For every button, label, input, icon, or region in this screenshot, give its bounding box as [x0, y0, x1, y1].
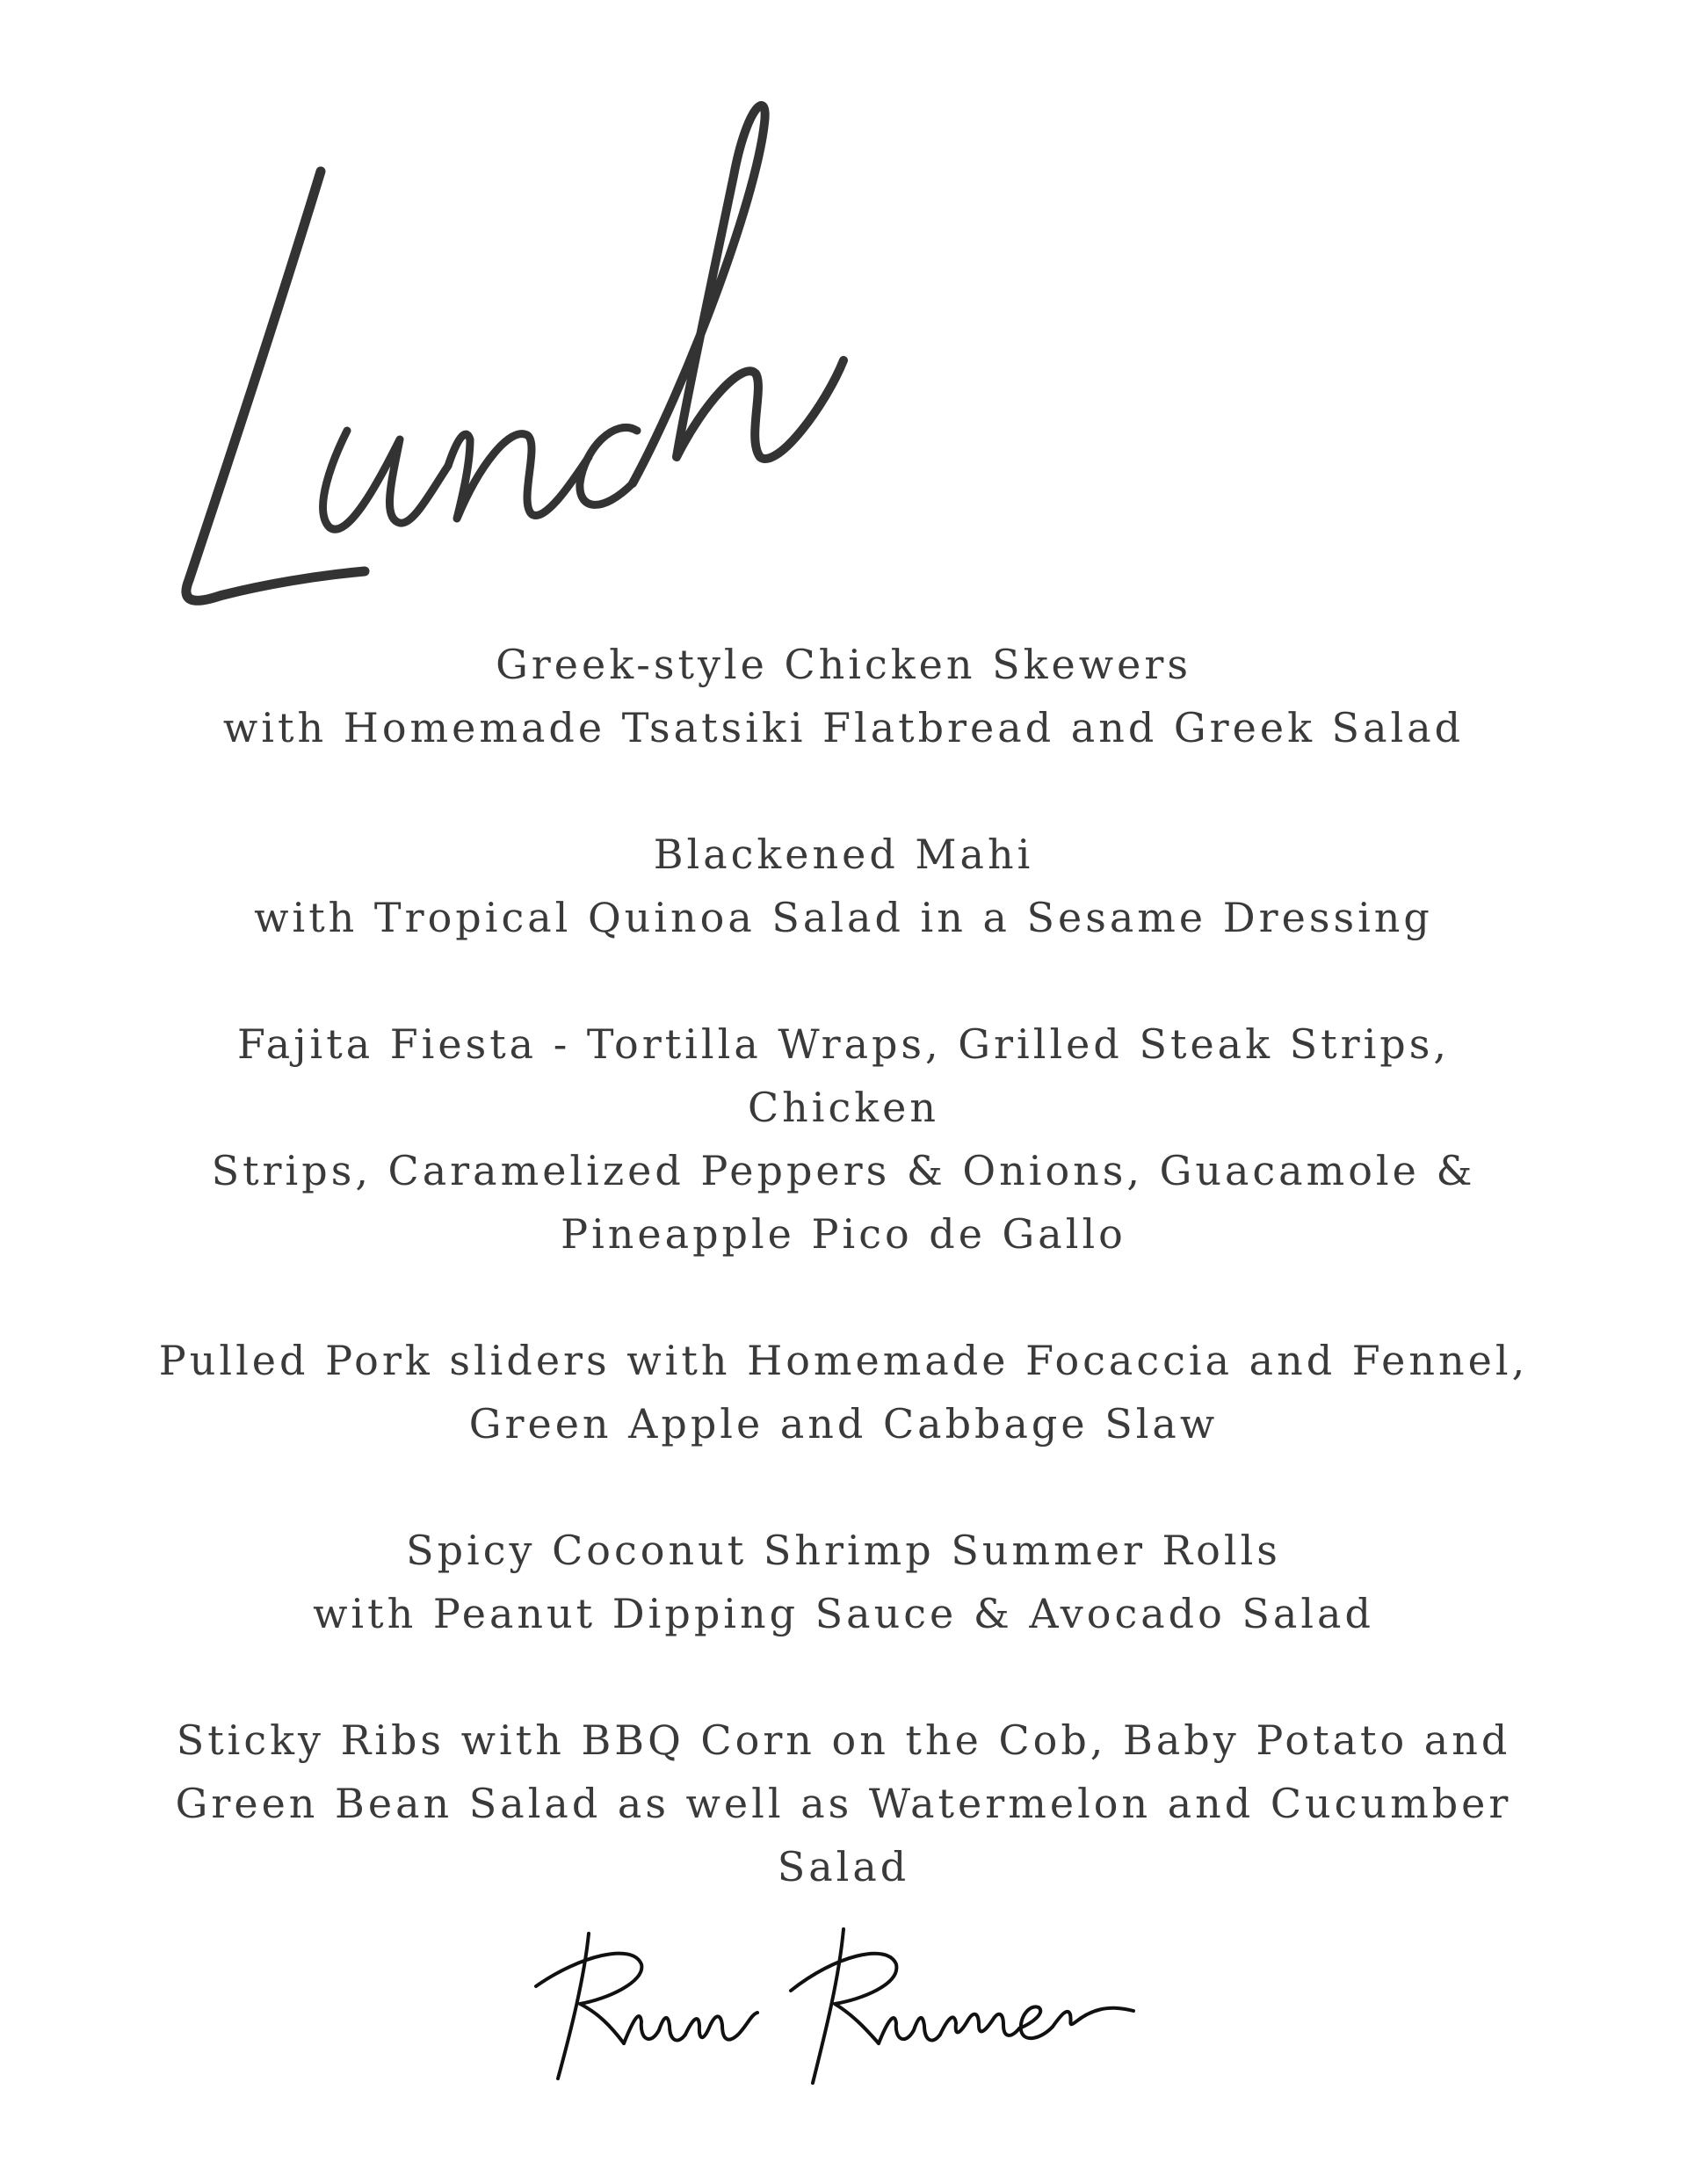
- menu-item-title: Sticky Ribs with BBQ Corn on the Cob, Baby Potato and: [176, 1716, 1511, 1764]
- menu-item-description: Strips, Caramelized Peppers & Onions, Guacamole &: [211, 1147, 1476, 1194]
- menu-item-title: Fajita Fiesta - Tortilla Wraps, Grilled Steak Strips, Chicken: [237, 1020, 1450, 1131]
- menu-item-title: Pulled Pork sliders with Homemade Focaccia and Fennel,: [158, 1337, 1529, 1384]
- menu-item: [141, 823, 1546, 949]
- menu-item: [141, 1519, 1546, 1645]
- menu-item: [141, 1012, 1546, 1266]
- menu-item-title: Blackened Mahi: [653, 831, 1034, 878]
- lunch-script-title-graphic: [158, 70, 931, 615]
- menu-item: [141, 633, 1546, 759]
- rum-runner-signature-graphic: [527, 1916, 1160, 2092]
- lunch-script-title: [158, 70, 931, 615]
- menu-list: [141, 633, 1546, 1962]
- menu-item: [141, 1329, 1546, 1455]
- menu-item-description: with Homemade Tsatsiki Flatbread and Greek Salad: [222, 704, 1465, 751]
- menu-item-description: Green Bean Salad as well as Watermelon and Cucumber Salad: [175, 1780, 1512, 1890]
- menu-item-title: Spicy Coconut Shrimp Summer Rolls: [406, 1527, 1281, 1574]
- menu-item-description: with Peanut Dipping Sauce & Avocado Salad: [313, 1590, 1374, 1637]
- menu-item-description: Pineapple Pico de Gallo: [561, 1210, 1126, 1258]
- menu-item-title: Greek-style Chicken Skewers: [496, 641, 1191, 688]
- menu-item-description: with Tropical Quinoa Salad in a Sesame Dressing: [254, 894, 1433, 941]
- menu-item-description: Green Apple and Cabbage Slaw: [468, 1400, 1219, 1448]
- rum-runner-signature: [527, 1916, 1160, 2092]
- menu-item: [141, 1709, 1546, 1898]
